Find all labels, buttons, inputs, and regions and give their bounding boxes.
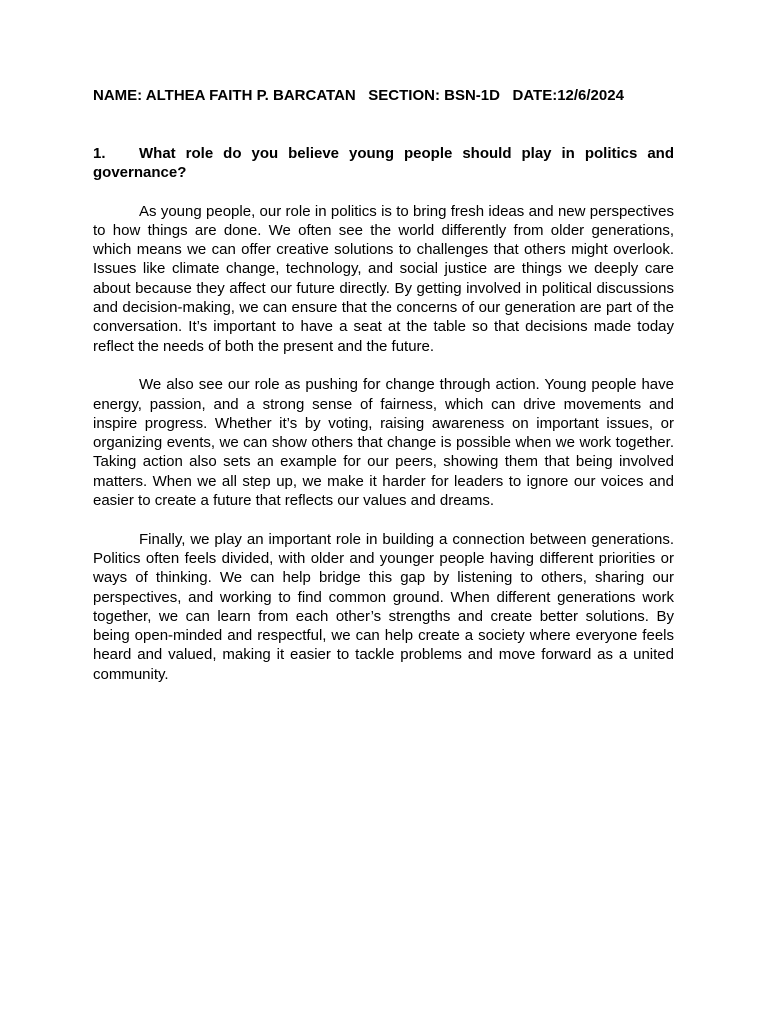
question-text: What role do you believe young people should play in politics and governance? <box>93 145 674 182</box>
answer-paragraph-1: As young people, our role in politics is to bring fresh ideas and new perspectives to how things are done. We often see the world differently from older generations, which means we can offer creative solutions to challenges that others might overlook. Issues like climate change, technology, and social justice are things we deeply care about because they affect our future directly. By getting involved in political discussions and decision-making, we can ensure that the concerns of our generation are part of the conversation. It’s important to have a seat at the table so that decisions made today reflect the needs of both the present and the future. <box>93 202 674 355</box>
submission-date: DATE:12/6/2024 <box>512 87 624 104</box>
student-section: SECTION: BSN-1D <box>368 87 500 104</box>
document-page <box>93 86 674 684</box>
question-1 <box>93 144 674 183</box>
header-line <box>93 86 674 106</box>
answer-paragraph-3: Finally, we play an important role in building a connection between generations. Politics often feels divided, with older and younger people having different priorities or ways of thinking. We can help bridge this gap by listening to others, sharing our perspectives, and working to find common ground. When different generations work together, we can learn from each other’s strengths and create better solutions. By being open-minded and respectful, we can help create a society where everyone feels heard and valued, making it easier to tackle problems and move forward as a united community. <box>93 530 674 683</box>
question-number: 1. <box>93 145 106 162</box>
student-name: NAME: ALTHEA FAITH P. BARCATAN <box>93 87 356 104</box>
answer-paragraph-2: We also see our role as pushing for change through action. Young people have energy, passion, and a strong sense of fairness, which can drive movements and inspire progress. Whether it’s by voting, raising awareness on important issues, or organizing events, we can show others that change is possible when we work together. Taking action also sets an example for our peers, showing them that being involved matters. When we all step up, we make it harder for leaders to ignore our voices and easier to create a future that reflects our values and dreams. <box>93 376 674 510</box>
